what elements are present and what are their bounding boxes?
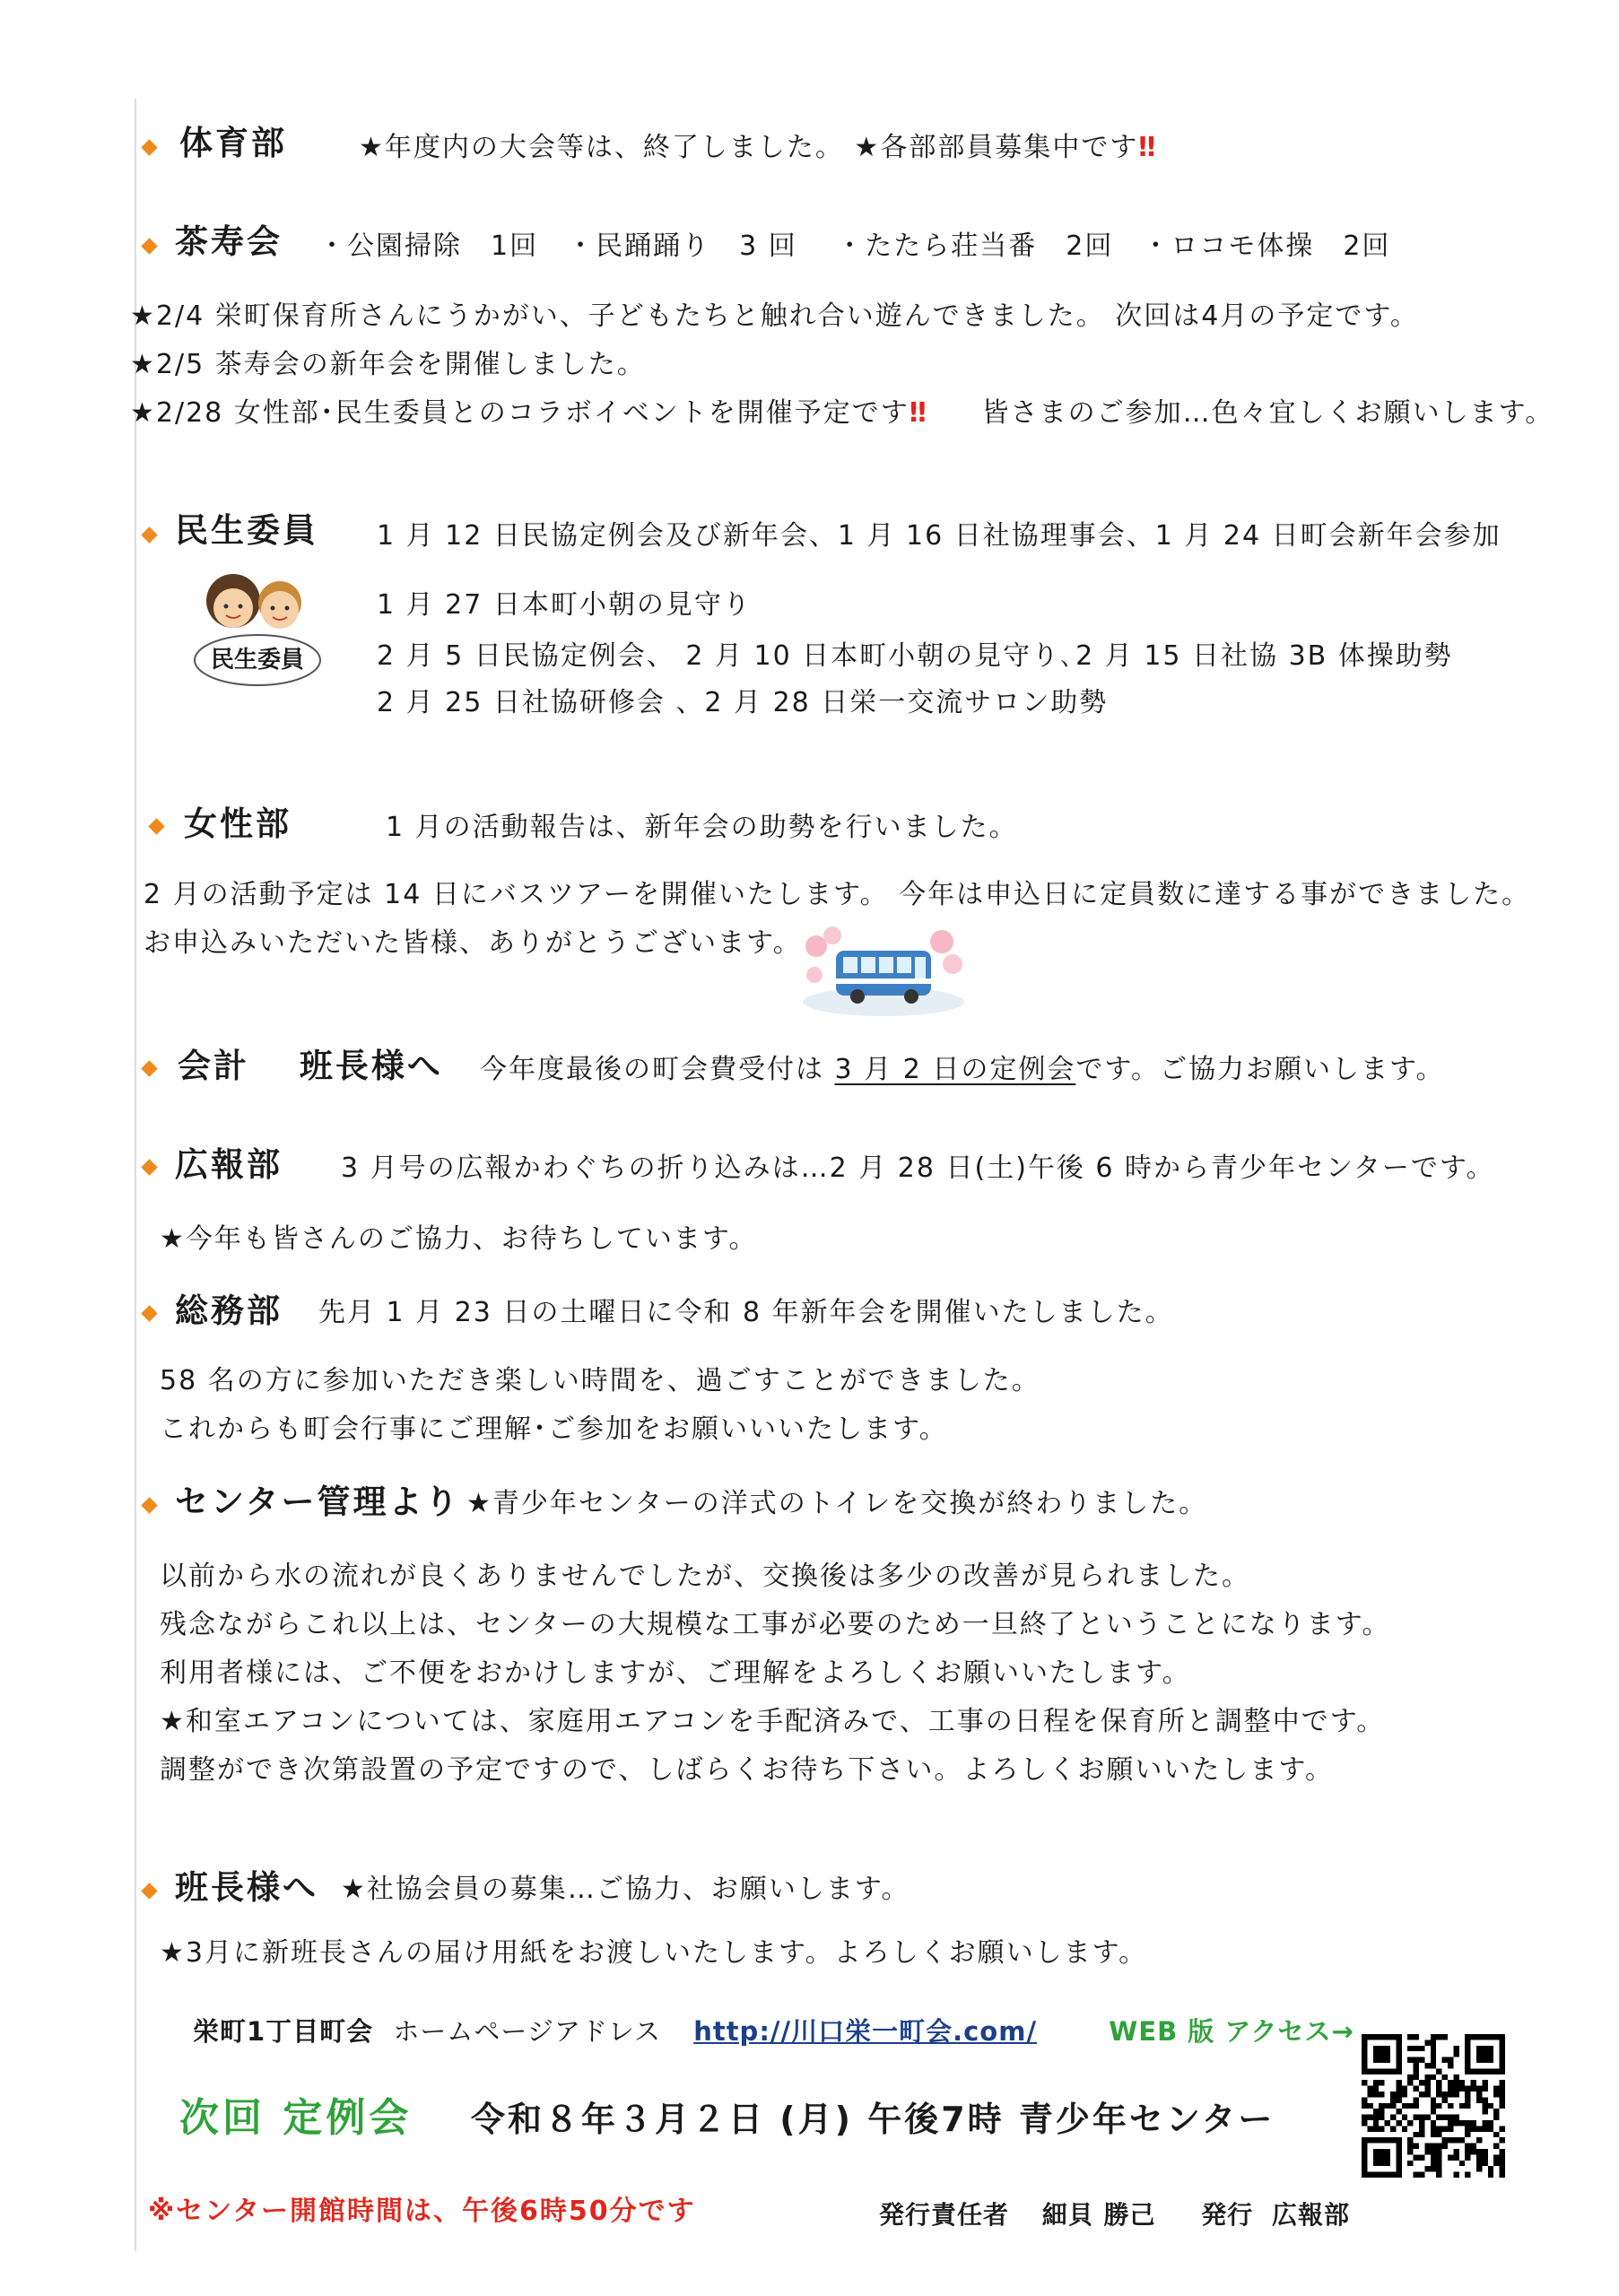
chajukai-line-3 <box>130 396 1554 431</box>
bullet-diamond-icon <box>141 1159 157 1175</box>
somubu-line-3: これからも町会行事にご理解･ご参加をお願いいいたします。 <box>160 1413 948 1445</box>
center-line-5: ★和室エアコンについては、家庭用エアコンを手配済みで、工事の日程を保育所と調整中です。 <box>160 1706 1386 1737</box>
kohobu-heading: 広報部 <box>175 1145 283 1184</box>
center-line-1: ★青少年センターの洋式のトイレを交換が終わりました。 <box>466 1488 1208 1519</box>
publisher-name: 細貝 勝己 <box>1041 2200 1156 2230</box>
kaikei-heading: 会計 班長様へ <box>178 1047 443 1085</box>
taiikubu-heading: 体育部 <box>179 124 287 162</box>
hancho-line-2: ★3月に新班長さんの届け用紙をお渡しいたします。よろしくお願いします。 <box>160 1937 1148 1969</box>
joseibu-line-3: お申込みいただいた皆様、ありがとうございます。 <box>144 927 802 959</box>
publisher-line <box>879 2197 1350 2233</box>
taiikubu-text-body: ★年度内の大会等は、終了しました。 ★各部部員募集中です <box>359 132 1139 163</box>
taiikubu-text <box>359 130 1157 166</box>
minsei-heading: 民生委員 <box>175 511 318 550</box>
hancho-line-1: ★社協会員の募集…ご協力、お願いします。 <box>341 1874 910 1905</box>
joseibu-line-2: 2 月の活動予定は 14 日にバスツアーを開催いたします。 今年は申込日に定員数に達する事ができました。 <box>144 879 1531 910</box>
web-access-label: WEB 版 アクセス→ <box>1109 2016 1354 2047</box>
next-meeting-detail: 令和８年３月２日 (月) 午後7時 青少年センター <box>471 2100 1275 2139</box>
bullet-diamond-icon <box>141 1305 157 1321</box>
bullet-diamond-icon <box>141 1497 157 1513</box>
footer-org: 栄町1丁目町会 <box>193 2016 374 2047</box>
chajukai-line-3-request: 皆さまのご参加…色々宜しくお願いします。 <box>981 397 1554 429</box>
center-line-3: 残念ながらこれ以上は、センターの大規模な工事が必要のため一旦終了ということになります。 <box>160 1609 1391 1640</box>
exclamation-icon: ‼ <box>1138 132 1158 163</box>
next-meeting-label: 次回 定例会 <box>179 2095 413 2141</box>
bullet-diamond-icon <box>141 1060 157 1076</box>
center-line-2: 以前から水の流れが良くありませんでしたが、交換後は多少の改善が見られました。 <box>160 1561 1250 1592</box>
chajukai-line-2: ★2/5 茶寿会の新年会を開催しました。 <box>130 349 646 380</box>
footer-hp-label: ホームページアドレス <box>393 2016 661 2047</box>
minsei-badge-label: 民生委員 <box>210 647 304 674</box>
somubu-heading: 総務部 <box>175 1292 283 1330</box>
bullet-diamond-icon <box>141 238 157 254</box>
kohobu-line-1: 3 月号の広報かわぐちの折り込みは…2 月 28 日(土)午後 6 時から青少年センターです。 <box>341 1152 1495 1184</box>
center-opening-notice <box>148 2194 696 2230</box>
chajukai-items: ・公園掃除 1回 ・民踊踊り 3 回 ・たたら荘当番 2回 ・ロコモ体操 2回 <box>318 230 1391 262</box>
footer-homepage-line <box>193 2013 1354 2049</box>
bullet-diamond-icon <box>141 526 157 543</box>
minsei-line-3: 2 月 5 日民協定例会、 2 月 10 日本町小朝の見守り､2 月 15 日社協 3B 体操助勢 <box>377 640 1453 672</box>
kaikei-text-post: です。ご協力お願いします。 <box>1075 1054 1445 1085</box>
minsei-line-2: 1 月 27 日本町小朝の見守り <box>377 589 752 621</box>
minsei-couple-illustration <box>190 563 325 689</box>
chajukai-line-1: ★2/4 栄町保育所さんにうかがい、子どもたちと触れ合い遊んできました。 次回は4月の予定です。 <box>130 300 1419 332</box>
bus-tour-illustration <box>798 919 969 1022</box>
issuer-name: 広報部 <box>1272 2200 1351 2230</box>
chajukai-heading: 茶寿会 <box>175 222 283 261</box>
center-line-6: 調整ができ次第設置の予定ですので、しばらくお待ち下さい。よろしくお願いいたします。 <box>160 1754 1334 1786</box>
joseibu-line-1: 1 月の活動報告は、新年会の助勢を行いました。 <box>386 812 1018 843</box>
bullet-diamond-icon <box>141 1883 157 1899</box>
bullet-diamond-icon <box>148 818 164 834</box>
issuer-label: 発行 <box>1201 2200 1254 2230</box>
minsei-line-4: 2 月 25 日社協研修会 、2 月 28 日栄一交流サロン助勢 <box>377 687 1109 718</box>
publisher-label: 発行責任者 <box>879 2200 1010 2230</box>
bullet-diamond-icon <box>141 139 157 155</box>
hancho-heading: 班長様へ <box>175 1868 318 1907</box>
chajukai-line-3-text: ★2/28 女性部･民生委員とのコラボイベントを開催予定です <box>130 397 910 429</box>
kaikei-text <box>480 1052 1445 1088</box>
kohobu-line-2: ★今年も皆さんのご協力、お待ちしています。 <box>160 1223 758 1255</box>
kaikei-date: 3 月 2 日の定例会 <box>834 1054 1076 1085</box>
center-heading: センター管理より <box>175 1483 461 1521</box>
joseibu-heading: 女性部 <box>184 804 292 843</box>
exclamation-icon: ‼ <box>909 397 928 429</box>
center-line-4: 利用者様には、ご不便をおかけしますが、ご理解をよろしくお願いいたします。 <box>160 1657 1191 1689</box>
homepage-link[interactable]: http://川口栄一町会.com/ <box>693 2016 1038 2047</box>
minsei-line-1: 1 月 12 日民協定例会及び新年会、1 月 16 日社協理事会、1 月 24 日町会新年会参加 <box>377 520 1501 552</box>
somubu-line-1: 先月 1 月 23 日の土曜日に令和 8 年新年会を開催いたしました。 <box>318 1297 1174 1328</box>
bus-icon <box>798 919 969 1022</box>
kaikei-text-pre: 今年度最後の町会費受付は <box>480 1054 835 1085</box>
center-opening-notice-text: ※センター開館時間は、午後6時50分です <box>148 2196 696 2227</box>
qr-code-icon[interactable] <box>1362 2034 1505 2178</box>
somubu-line-2: 58 名の方に参加いただき楽しい時間を、過ごすことができました。 <box>160 1365 1040 1396</box>
qr-code-graphic <box>1362 2034 1505 2178</box>
